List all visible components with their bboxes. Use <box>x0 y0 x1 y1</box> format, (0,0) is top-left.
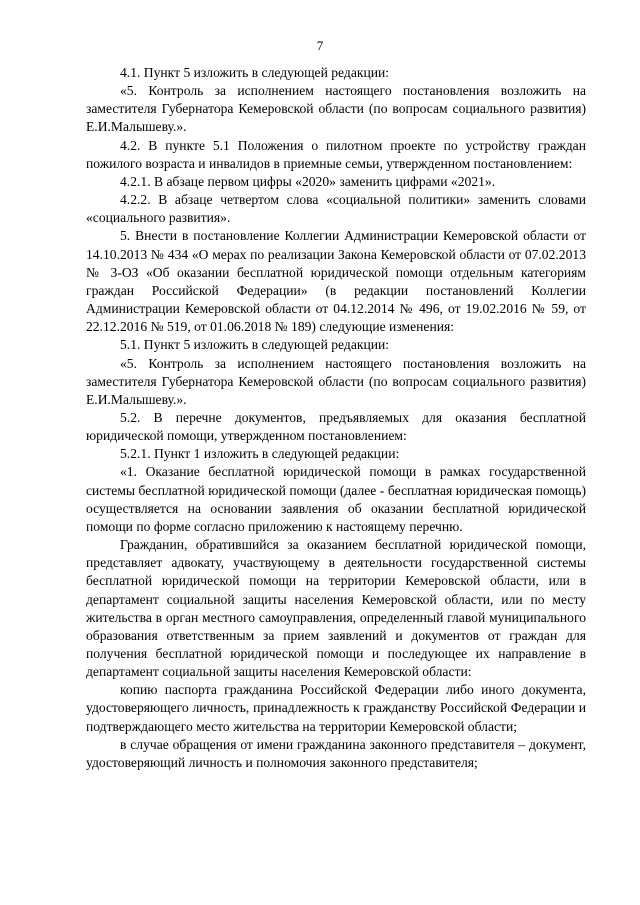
paragraph-4-2-2: 4.2.2. В абзаце четвертом слова «социальной политики» заменить словами «социального развития». <box>86 192 586 226</box>
document-body <box>86 64 586 772</box>
paragraph-4-1-text: «5. Контроль за исполнением настоящего постановления возложить на заместителя Губернатора Кемеровской области (по вопросам социального развития) Е.И.Малышеву.». <box>86 83 586 135</box>
paragraph-item-1: «1. Оказание бесплатной юридической помощи в рамках государственной системы бесплатной юридической помощи (далее - бесплатная юридическая помощь) осуществляется на основании заявления об оказании бесплатной юридической помощи по форме согласно приложению к настоящему перечню. <box>86 464 586 534</box>
paragraph-5-1-text: «5. Контроль за исполнением настоящего постановления возложить на заместителя Губернатора Кемеровской области (по вопросам социального развития) Е.И.Малышеву.». <box>86 355 586 407</box>
paragraph-representative: в случае обращения от имени гражданина законного представителя – документ, удостоверяющий личность и полномочия законного представителя; <box>86 736 586 770</box>
paragraph-passport: копию паспорта гражданина Российской Федерации либо иного документа, удостоверяющего личность, принадлежность к гражданству Российской Федерации и подтверждающего место жительства на территории Кемеровской области; <box>86 682 586 734</box>
paragraph-5-2-1: 5.2.1. Пункт 1 изложить в следующей редакции: <box>120 446 400 462</box>
paragraph-4-2: 4.2. В пункте 5.1 Положения о пилотном проекте по устройству граждан пожилого возраста и инвалидов в приемные семьи, утвержденном постановлением: <box>86 137 586 171</box>
paragraph-citizen: Гражданин, обратившийся за оказанием бесплатной юридической помощи, представляет адвокату, участвующему в деятельности государственной системы бесплатной юридической помощи на территории Кемеровской области, или в департамент социальной защиты населения Кемеровской области, или по месту жительства в орган местного самоуправления, определенный главой муниципального образования ответственным за прием заявлений и документов от граждан для получения бесплатной юридической помощи и последующее их направление в департамент социальной защиты населения Кемеровской области: <box>86 537 586 680</box>
paragraph-4-2-1: 4.2.1. В абзаце первом цифры «2020» заменить цифрами «2021». <box>120 173 496 189</box>
paragraph-5: 5. Внести в постановление Коллегии Администрации Кемеровской области от 14.10.2013 № 434 «О мерах по реализации Закона Кемеровской области от 07.02.2013 № 3-ОЗ «Об оказании бесплатной юридической помощи отдельным категориям граждан Российской Федерации» (в редакции постановлений Коллегии Администрации Кемеровской области от 04.12.2014 № 496, от 19.02.2016 № 59, от 22.12.2016 № 519, от 01.06.2018 № 189) следующие изменения: <box>86 228 586 335</box>
paragraph-4-1: 4.1. Пункт 5 изложить в следующей редакции: <box>120 65 390 80</box>
paragraph-5-2: 5.2. В перечне документов, предъявляемых для оказания бесплатной юридической помощи, утвержденном постановлением: <box>86 409 586 444</box>
paragraph-5-1: 5.1. Пункт 5 изложить в следующей редакции: <box>120 337 390 353</box>
page-number: 7 <box>316 38 324 53</box>
